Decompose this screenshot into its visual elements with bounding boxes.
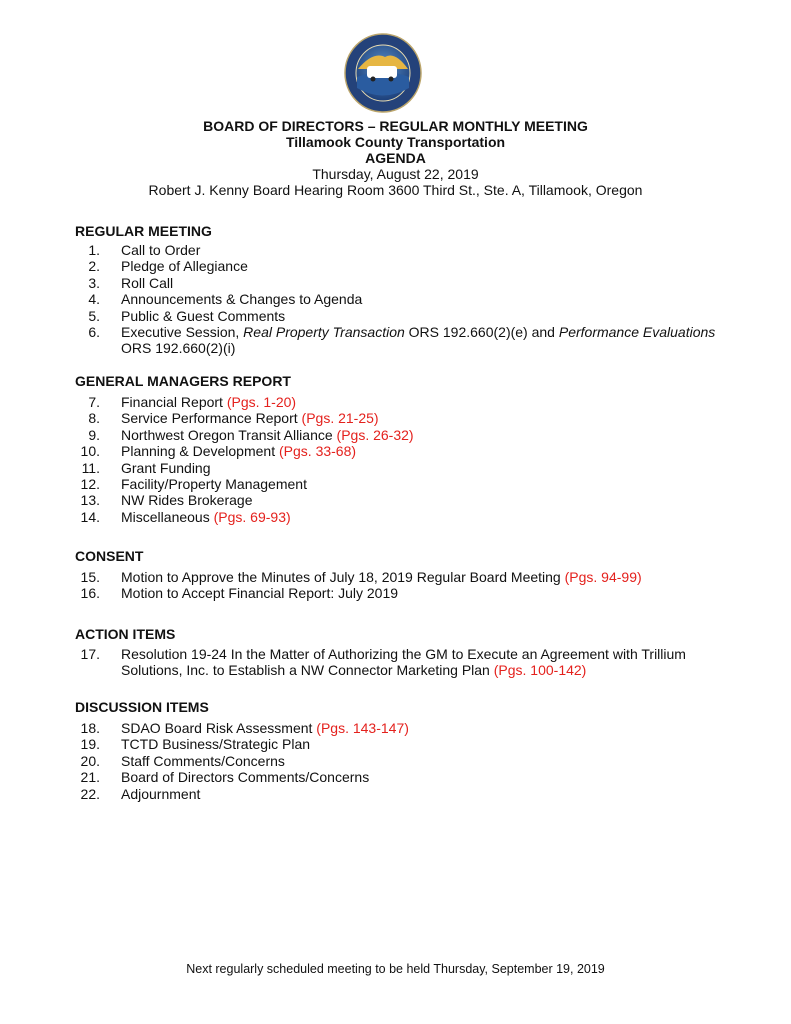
agenda-item-text — [121, 291, 725, 307]
italic-term: Performance Evaluations — [558, 324, 716, 340]
agenda-item — [75, 242, 725, 258]
organization-name: Tillamook County Transportation — [285, 134, 506, 150]
agenda-item-number: 18. — [80, 720, 100, 736]
agenda-item-text — [121, 736, 725, 752]
page-reference: (Pgs. 21-25) — [301, 410, 379, 427]
agenda-item-number: 21. — [80, 769, 100, 786]
agenda-item-number: 8. — [88, 410, 100, 427]
agenda-item — [75, 569, 725, 585]
item-text-segment: Northwest Oregon Transit Alliance — [121, 426, 337, 443]
item-text-segment: Executive Session, — [121, 324, 244, 340]
item-text-segment: Staff Comments/Concerns — [121, 752, 285, 769]
meeting-date: Thursday, August 22, 2019 — [312, 166, 479, 182]
section-heading: ACTION ITEMS — [75, 626, 176, 642]
tillamook-county-transportation-logo — [343, 33, 423, 113]
section-heading: GENERAL MANAGERS REPORT — [75, 373, 291, 389]
footer-next-meeting: Next regularly scheduled meeting to be held Thursday, September 19, 2019 — [186, 962, 605, 976]
agenda-heading: AGENDA — [365, 150, 426, 166]
agenda-item-number: 19. — [80, 736, 100, 753]
item-text-segment: Motion to Accept Financial Report: July 2019 — [121, 585, 399, 602]
agenda-item — [75, 753, 725, 769]
agenda-item — [75, 324, 725, 357]
agenda-item-text — [121, 410, 725, 426]
agenda-item-text — [121, 443, 725, 459]
page-reference: (Pgs. 100-142) — [493, 662, 587, 679]
agenda-item-number: 9. — [88, 426, 100, 443]
agenda-item — [75, 769, 725, 785]
agenda-item — [75, 786, 725, 802]
agenda-item — [75, 646, 725, 679]
page-reference: (Pgs. 33-68) — [279, 443, 357, 460]
agenda-item — [75, 394, 725, 410]
agenda-item-number: 10. — [80, 443, 100, 460]
agenda-item-number: 17. — [80, 646, 100, 662]
agenda-item — [75, 476, 725, 492]
agenda-item-text — [121, 275, 725, 291]
agenda-item-number: 2. — [88, 258, 100, 275]
agenda-item-number: 20. — [80, 752, 100, 769]
agenda-item-text — [121, 324, 725, 357]
agenda-item-text — [121, 492, 725, 508]
agenda-item-number: 12. — [80, 476, 100, 492]
page-reference: (Pgs. 94-99) — [564, 569, 642, 585]
item-text-segment: Service Performance Report — [121, 410, 302, 427]
agenda-item-text — [121, 585, 725, 601]
agenda-item — [75, 258, 725, 274]
agenda-item-text — [121, 308, 725, 324]
item-text-segment: Board of Directors Comments/Concerns — [121, 769, 370, 786]
agenda-item-number: 4. — [88, 291, 100, 308]
agenda-item-number: 22. — [80, 785, 100, 802]
page-reference: (Pgs. 26-32) — [336, 426, 414, 443]
agenda-item — [75, 585, 725, 601]
agenda-item-number: 13. — [80, 492, 100, 509]
agenda-item-text — [121, 394, 725, 410]
item-text-segment: Grant Funding — [121, 459, 211, 476]
agenda-item-number: 15. — [80, 569, 100, 585]
agenda-item-text — [121, 569, 725, 585]
agenda-item-number: 5. — [88, 307, 100, 324]
item-text-segment: Roll Call — [121, 274, 174, 291]
page-reference: (Pgs. 1-20) — [226, 394, 297, 410]
agenda-item-number: 11. — [81, 459, 100, 476]
item-text-segment: Planning & Development — [121, 443, 279, 460]
agenda-item — [75, 720, 725, 736]
agenda-item — [75, 275, 725, 291]
agenda-item-text — [121, 720, 725, 736]
agenda-item-text — [121, 460, 725, 476]
item-text-segment: ORS 192.660(2)(e) and — [404, 324, 559, 340]
agenda-item-text — [121, 769, 725, 785]
section-heading: DISCUSSION ITEMS — [75, 699, 209, 715]
item-text-segment: Public & Guest Comments — [121, 307, 286, 324]
agenda-item — [75, 427, 725, 443]
agenda-item-number: 3. — [88, 274, 100, 291]
item-text-segment: NW Rides Brokerage — [121, 492, 253, 509]
agenda-item — [75, 509, 725, 525]
item-text-segment: SDAO Board Risk Assessment — [121, 720, 317, 736]
agenda-item — [75, 291, 725, 307]
item-text-segment: Call to Order — [121, 242, 201, 258]
section-heading: CONSENT — [75, 548, 144, 564]
item-text-segment: Pledge of Allegiance — [121, 258, 248, 275]
item-text-segment: Facility/Property Management — [121, 476, 307, 492]
item-text-segment: Adjournment — [121, 785, 201, 802]
item-text-segment: Motion to Approve the Minutes of July 18, 2019 Regular Board Meeting — [121, 569, 565, 585]
item-text-segment: Miscellaneous — [121, 508, 214, 525]
agenda-item — [75, 492, 725, 508]
agenda-item-text — [121, 242, 725, 258]
agenda-item-text — [121, 258, 725, 274]
item-text-segment: TCTD Business/Strategic Plan — [121, 736, 311, 753]
item-text-segment: Resolution 19-24 In the Matter of Authorizing the GM to Execute an Agreement with Trillium Solutions, Inc. to Establish a NW Connector Marketing Plan — [121, 646, 686, 679]
agenda-item-text — [121, 646, 725, 679]
agenda-item — [75, 443, 725, 459]
page-reference: (Pgs. 69-93) — [213, 508, 291, 525]
agenda-item — [75, 736, 725, 752]
agenda-item-number: 1. — [88, 242, 100, 258]
agenda-item-number: 16. — [80, 585, 100, 602]
agenda-item-text — [121, 753, 725, 769]
agenda-item — [75, 308, 725, 324]
agenda-item-text — [121, 476, 725, 492]
item-text-segment: Announcements & Changes to Agenda — [121, 291, 363, 308]
meeting-location: Robert J. Kenny Board Hearing Room 3600 Third St., Ste. A, Tillamook, Oregon — [148, 182, 643, 198]
item-text-segment: Financial Report — [121, 394, 227, 410]
agenda-item — [75, 460, 725, 476]
item-text-segment: ORS 192.660(2)(i) — [121, 340, 236, 357]
meeting-title: BOARD OF DIRECTORS – REGULAR MONTHLY MEETING — [203, 118, 588, 134]
section-heading: REGULAR MEETING — [75, 223, 212, 239]
page-reference: (Pgs. 143-147) — [316, 720, 409, 736]
agenda-item-text — [121, 509, 725, 525]
agenda-item-number: 6. — [88, 324, 100, 340]
agenda-item — [75, 410, 725, 426]
agenda-item-text — [121, 786, 725, 802]
agenda-item-text — [121, 427, 725, 443]
agenda-item-number: 7. — [88, 394, 100, 410]
italic-term: Real Property Transaction — [243, 324, 405, 340]
agenda-item-number: 14. — [80, 508, 100, 525]
